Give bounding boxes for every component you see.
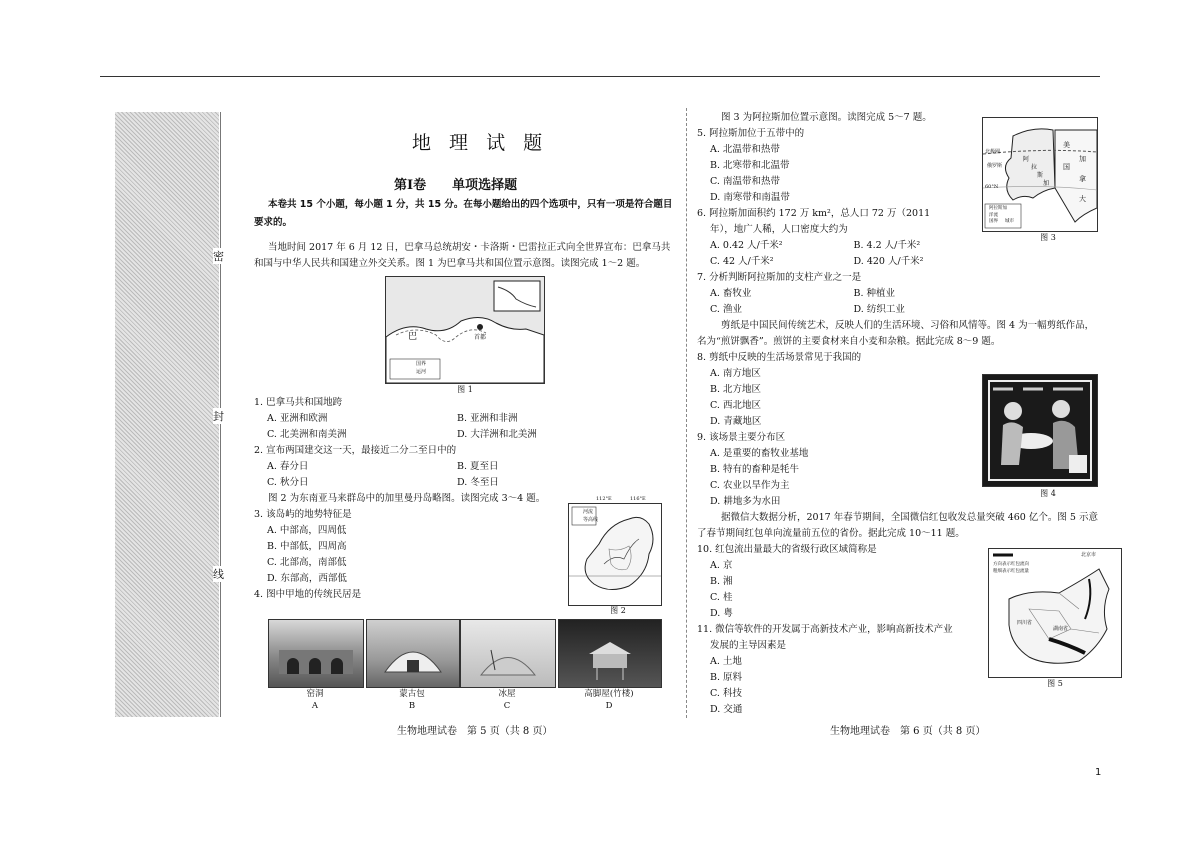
question-3: 3. 该岛屿的地势特征是 xyxy=(254,509,352,520)
intro-wechat-block xyxy=(697,510,1102,542)
photo-igloo xyxy=(460,619,556,688)
fig1-legend-canal: 运河 xyxy=(416,369,427,375)
q1-option-b: B. 亚洲和非洲 xyxy=(457,413,518,424)
q3-option-c: C. 北部高，南部低 xyxy=(267,557,347,568)
fig3-legend-alaska: 阿拉斯加 xyxy=(989,206,1007,211)
fig1-label-ba: 巴 xyxy=(408,332,418,342)
question-5: 5. 阿拉斯加位于五带中的 xyxy=(697,128,805,139)
fig3-label-mei: 美 xyxy=(1063,141,1070,149)
fig3-label-la: 拉 xyxy=(1031,164,1038,171)
photo-stilt-house xyxy=(558,619,662,688)
q6-option-a: A. 0.42 人/千米² xyxy=(710,240,783,251)
q6-option-d: D. 420 人/千米² xyxy=(853,256,924,267)
q8-option-d: D. 青藏地区 xyxy=(710,416,762,427)
page-number: 1 xyxy=(1095,767,1102,778)
intro-wechat: 据微信大数据分析，2017 年春节期间，全国微信红包收发总量突破 460 亿个。图 5 示意了春节期间红包单向流量前五位的省份。据此完成 10～11 题。 xyxy=(697,512,1098,539)
seal-char-2: 封 xyxy=(213,410,224,423)
question-11-line1: 11. 微信等软件的开发属于高新技术产业，影响高新技术产业 xyxy=(697,624,953,635)
figure-1-caption: 图 1 xyxy=(457,385,473,394)
fig5-label-beijing: 北京市 xyxy=(1081,552,1097,558)
q3-option-a: A. 中部高，四周低 xyxy=(267,525,347,536)
fig2-lon-116: 116°E xyxy=(630,496,646,502)
q2-option-b: B. 夏至日 xyxy=(457,461,499,472)
fig3-label-guo: 国 xyxy=(1063,163,1070,171)
photo-cave-dwelling xyxy=(268,619,364,688)
q10-option-b: B. 湘 xyxy=(710,576,733,587)
intro-papercut: 剪纸是中国民间传统艺术，反映人们的生活环境、习俗和风情等。图 4 为一幅剪纸作品，名为“煎饼飘香”。煎饼的主要食材来自小麦和杂粮。据此完成 8～9 题。 xyxy=(697,320,1095,347)
fig5-label-hunan: 湖南省 xyxy=(1053,626,1069,632)
fig3-legend-current: 洋流 xyxy=(989,213,998,218)
question-11-line2: 发展的主导因素是 xyxy=(710,640,787,651)
figure-4-papercut xyxy=(982,374,1098,487)
fig2-legend-river: 河流 xyxy=(583,509,594,515)
fig5-label-sichuan: 四川省 xyxy=(1017,620,1033,626)
fig3-label-jia2: 加 xyxy=(1043,180,1050,187)
binding-margin xyxy=(115,112,219,717)
q5-option-d: D. 南寒带和南温带 xyxy=(710,192,790,203)
section-title: 第Ⅰ卷 单项选择题 xyxy=(394,178,518,193)
q10-option-c: C. 桂 xyxy=(710,592,733,603)
seal-char-1: 密 xyxy=(213,250,224,263)
q11-option-b: B. 原料 xyxy=(710,672,743,683)
figure-2-caption: 图 2 xyxy=(610,606,626,615)
q2-option-a: A. 春分日 xyxy=(267,461,309,472)
question-6-line2: 年），地广人稀，人口密度大约为 xyxy=(710,224,848,235)
question-2: 2. 宣布两国建交这一天，最接近二分二至日中的 xyxy=(254,445,457,456)
fig2-legend-contour: 等高线 xyxy=(583,517,599,523)
figure-2-map xyxy=(568,503,662,606)
photo-label-c: 冰屋 C xyxy=(498,689,516,711)
figure-3-caption: 图 3 xyxy=(1040,233,1056,242)
fig3-label-si: 斯 xyxy=(1037,172,1044,179)
q6-option-b: B. 4.2 人/千米² xyxy=(853,240,921,251)
q8-option-a: A. 南方地区 xyxy=(710,368,761,379)
fig5-legend-direction: 方向表示红包流向 xyxy=(993,562,1029,567)
q1-option-d: D. 大洋洲和北美洲 xyxy=(457,429,537,440)
q3-option-d: D. 东部高，西部低 xyxy=(267,573,347,584)
fig3-legend-city: 城市 xyxy=(1005,219,1014,224)
left-column xyxy=(254,196,679,272)
q11-option-c: C. 科技 xyxy=(710,688,742,699)
q9-option-d: D. 耕地多为水田 xyxy=(710,496,781,507)
q8-option-b: B. 北方地区 xyxy=(710,384,762,395)
question-6-line1: 6. 阿拉斯加面积约 172 万 km²，总人口 72 万（2011 xyxy=(697,208,931,219)
instructions: 本卷共 15 个小题，每小题 1 分，共 15 分。在每小题给出的四个选项中，只有一项是符合题目要求的。 xyxy=(254,199,673,228)
q8-option-c: C. 西北地区 xyxy=(710,400,761,411)
q5-option-c: C. 南温带和热带 xyxy=(710,176,780,187)
column-divider xyxy=(686,108,687,718)
q5-option-a: A. 北温带和热带 xyxy=(710,144,780,155)
q10-option-a: A. 京 xyxy=(710,560,733,571)
q2-option-c: C. 秋分日 xyxy=(267,477,309,488)
intro-borneo: 图 2 为东南亚马来群岛中的加里曼丹岛略图。读图完成 3～4 题。 xyxy=(268,493,546,504)
q2-option-d: D. 冬至日 xyxy=(457,477,499,488)
footer-left: 生物地理试卷 第 5 页（共 8 页） xyxy=(397,726,553,737)
intro-papercut-block xyxy=(697,318,1102,350)
fig3-label-60n: 60°N xyxy=(985,184,999,190)
q11-option-d: D. 交通 xyxy=(710,704,743,715)
fig3-label-na: 拿 xyxy=(1079,175,1086,183)
fig3-label-arctic-circle: 北极圈 xyxy=(985,149,1001,155)
q1-option-a: A. 亚洲和欧洲 xyxy=(267,413,328,424)
q8-9-block xyxy=(697,350,977,510)
footer-right: 生物地理试卷 第 6 页（共 8 页） xyxy=(830,726,986,737)
fig3-label-da: 大 xyxy=(1079,195,1086,203)
q3-option-b: B. 中部低，四周高 xyxy=(267,541,347,552)
header-rule xyxy=(100,76,1100,77)
question-4: 4. 图中甲地的传统民居是 xyxy=(254,589,362,600)
figure-4-caption: 图 4 xyxy=(1040,489,1056,498)
q6-7-options xyxy=(697,238,997,318)
q11-option-a: A. 土地 xyxy=(710,656,742,667)
fig5-legend-thickness: 粗细表示红包流量 xyxy=(993,569,1029,574)
fig3-legend-border: 国界 xyxy=(989,219,998,224)
fig3-label-jia: 加 xyxy=(1079,155,1086,163)
fig3-label-russia: 俄罗斯 xyxy=(987,163,1003,169)
fig1-legend-border: 国界 xyxy=(416,361,427,367)
q6-option-c: C. 42 人/千米² xyxy=(710,256,774,267)
figure-1-map xyxy=(385,276,545,384)
fig2-lon-112: 112°E xyxy=(596,496,612,502)
q5-option-b: B. 北寒带和北温带 xyxy=(710,160,790,171)
q1-option-c: C. 北美洲和南美洲 xyxy=(267,429,347,440)
q7-option-b: B. 种植业 xyxy=(853,288,896,299)
question-1: 1. 巴拿马共和国地跨 xyxy=(254,397,343,408)
figure-5-caption: 图 5 xyxy=(1047,679,1063,688)
q9-option-c: C. 农业以旱作为主 xyxy=(710,480,790,491)
q7-option-c: C. 渔业 xyxy=(710,304,742,315)
q10-11-block xyxy=(697,542,987,718)
photo-label-d: 高脚屋(竹楼) D xyxy=(584,689,634,711)
question-7: 7. 分析判断阿拉斯加的支柱产业之一是 xyxy=(697,272,862,283)
q9-option-a: A. 是重要的畜牧业基地 xyxy=(710,448,809,459)
fig1-label-capital: 首都 xyxy=(474,334,487,341)
question-8: 8. 剪纸中反映的生活场景常见于我国的 xyxy=(697,352,862,363)
question-9: 9. 该场景主要分布区 xyxy=(697,432,786,443)
q5-7-block xyxy=(697,110,977,238)
question-10: 10. 红包流出量最大的省级行政区域简称是 xyxy=(697,544,877,555)
intro-alaska: 图 3 为阿拉斯加位置示意图。读图完成 5～7 题。 xyxy=(721,112,932,123)
page-title: 地 理 试 题 xyxy=(412,132,549,154)
photo-label-a: 窑洞 A xyxy=(306,689,324,711)
seal-char-3: 线 xyxy=(213,568,224,581)
photo-yurt xyxy=(366,619,460,688)
figure-3-map xyxy=(982,117,1098,232)
photo-label-b: 蒙古包 B xyxy=(399,689,425,711)
q9-option-b: B. 特有的畜种是牦牛 xyxy=(710,464,800,475)
fig3-label-a: 阿 xyxy=(1023,156,1030,163)
q10-option-d: D. 粤 xyxy=(710,608,733,619)
intro-panama: 当地时间 2017 年 6 月 12 日，巴拿马总统胡安・卡洛斯・巴雷拉正式向全世界宣布：巴拿马共和国与中华人民共和国建立外交关系。图 1 为巴拿马共和国位置示意图。读图完成 1～2 题。 xyxy=(254,242,671,269)
q7-option-d: D. 纺织工业 xyxy=(853,304,905,315)
q7-option-a: A. 畜牧业 xyxy=(710,288,752,299)
figure-5-map xyxy=(988,548,1122,678)
